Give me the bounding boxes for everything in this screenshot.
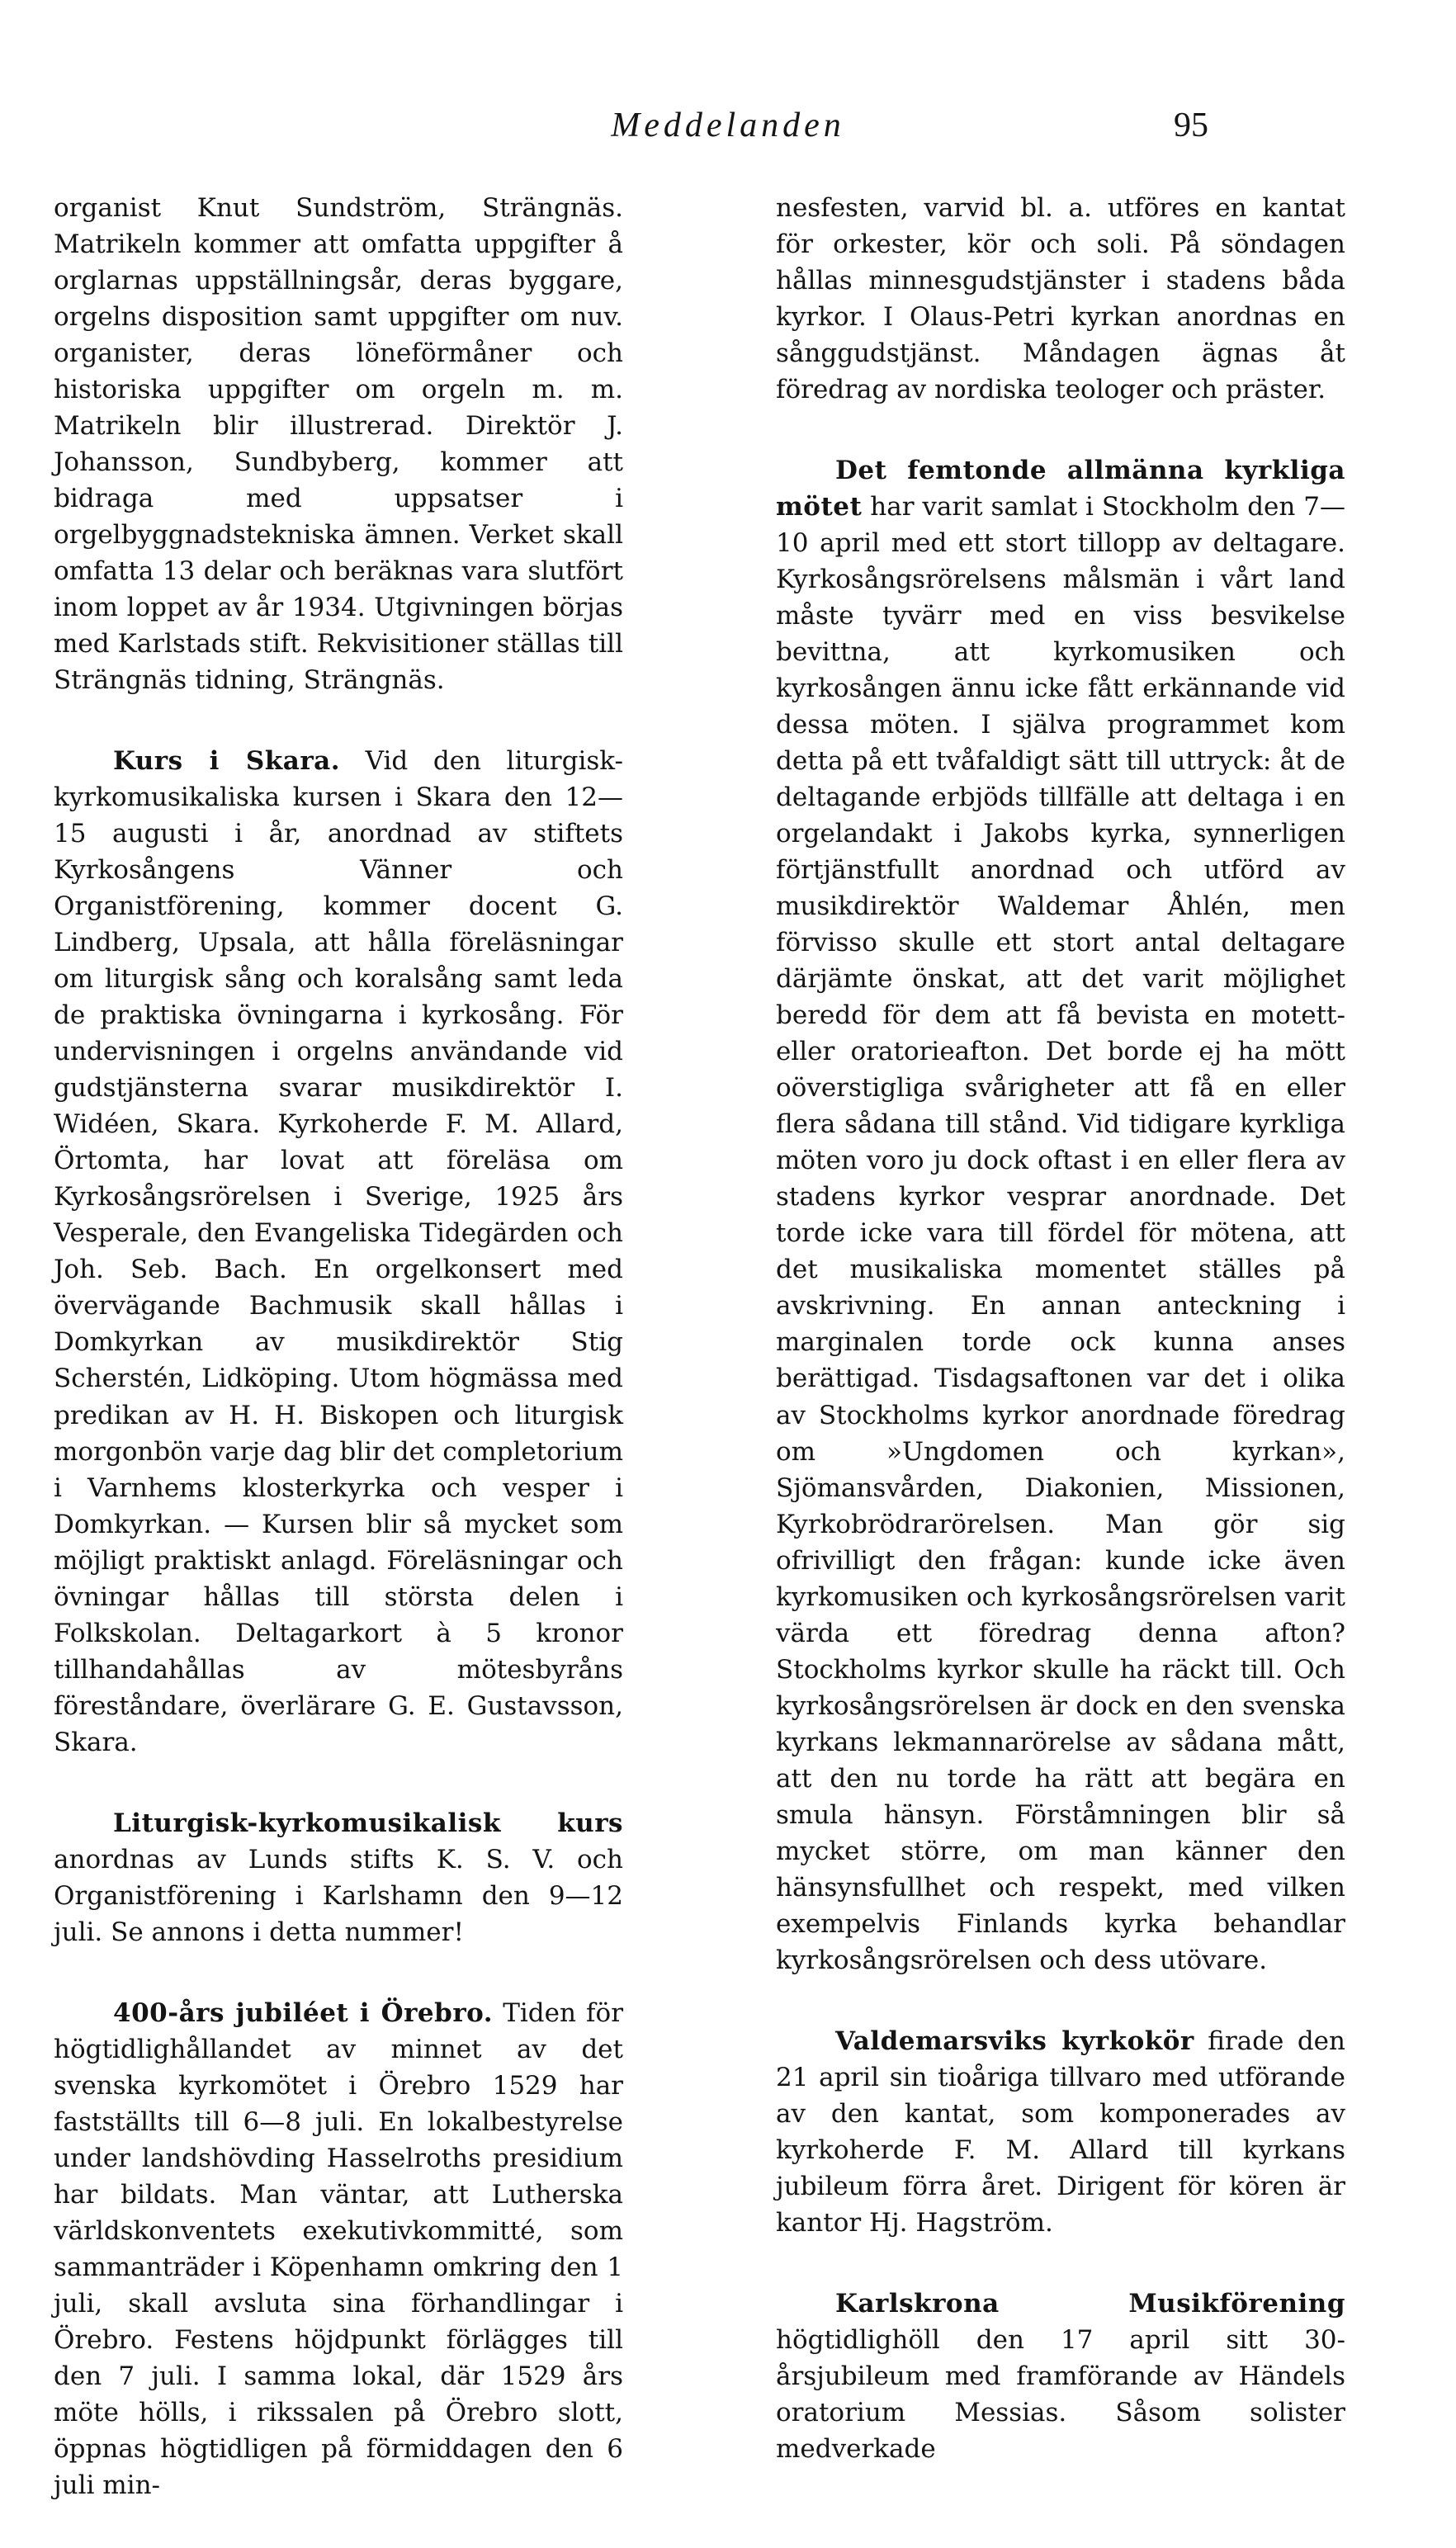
paragraph-body: anordnas av Lunds stifts K. S. V. och Organistförening i Karlshamn den 9—12 juli. Se annons i detta nummer! bbox=[54, 1844, 623, 1947]
running-header: Meddelanden bbox=[611, 106, 845, 144]
page-number: 95 bbox=[1174, 106, 1208, 144]
right-column bbox=[776, 190, 1345, 2512]
paragraph-body: organist Knut Sundström, Strängnäs. Matrikeln kommer att omfatta uppgifter å orglarnas uppställningsår, deras byggare, orgelns disposition samt uppgifter om nuv. organister, deras löneförmåner och historiska uppgifter om orgeln m. m. Matrikeln blir illustrerad. Direktör J. Johansson, Sundbyberg, kommer att bidraga med uppsatser i orgelbyggnadstekniska ämnen. Verket skall omfatta 13 delar och beräknas vara slutfört inom loppet av år 1934. Utgivningen börjas med Karlstads stift. Rekvisitioner ställas till Strängnäs tidning, Strängnäs. bbox=[54, 193, 623, 696]
paragraph-lead: Det femtonde allmänna kyrkliga mötet bbox=[776, 456, 1345, 522]
paragraph-lead: Kurs i Skara. bbox=[113, 746, 341, 777]
paragraph bbox=[54, 190, 623, 698]
paragraph bbox=[776, 2023, 1345, 2241]
paragraph-lead: Karlskrona Musikförening bbox=[835, 2288, 1345, 2319]
paragraph-body: firade den 21 april sin tioåriga tillvaro med utförande av den kantat, som komponerades av kyrkoherde F. M. Allard till kyrkans jubileum förra året. Dirigent för kören är kantor Hj. Hagström. bbox=[776, 2026, 1345, 2238]
paragraph-body: Tiden för högtidlighållandet av minnet av det svenska kyrkomötet i Örebro 1529 har fastställts till 6—8 juli. En lokalbestyrelse under landshövding Hasselroths presidium har bildats. Man väntar, att Lutherska världskonventets exekutivkommitté, som sammanträder i Köpenhamn omkring den 1 juli, skall avsluta sina förhandlingar i Örebro. Festens höjdpunkt förlägges till den 7 juli. I samma lokal, där 1529 års möte hölls, i rikssalen på Örebro slott, öppnas högtidligen på förmiddagen den 6 juli min- bbox=[54, 1997, 624, 2500]
paragraph bbox=[54, 743, 623, 1760]
paragraph bbox=[776, 190, 1345, 408]
paragraph bbox=[54, 1805, 623, 1950]
left-column bbox=[54, 190, 623, 2548]
paragraph-lead: Valdemarsviks kyrkokör bbox=[835, 2026, 1194, 2056]
paragraph-body: högtidlighöll den 17 april sitt 30-årsjubileum med framförande av Händels oratorium Messias. Såsom solister medverkade bbox=[776, 2324, 1345, 2464]
paragraph-lead: 400-års jubiléet i Örebro. bbox=[113, 1997, 494, 2028]
paragraph-body: nesfesten, varvid bl. a. utföres en kantat för orkester, kör och soli. På söndagen hållas minnesgudstjänster i stadens båda kyrkor. I Olaus-Petri kyrkan anordnas en sånggudstjänst. Måndagen ägnas åt föredrag av nordiska teologer och präster. bbox=[776, 193, 1345, 405]
paragraph bbox=[776, 2286, 1345, 2467]
paragraph-body: har varit samlat i Stockholm den 7—10 april med ett stort tillopp av deltagare. Kyrkosångsrörelsens målsmän i vårt land måste tyvärr med en viss besvikelse bevittna, att kyrkomusiken och kyrkosången ännu icke fått erkännande vid dessa möten. I själva programmet kom detta på ett tvåfaldigt sätt till uttryck: åt de deltagande erbjöds tillfälle att deltaga i en orgelandakt i Jakobs kyrka, synnerligen förtjänstfullt anordnad och utförd av musikdirektör Waldemar Åhlén, men förvisso skulle ett stort antal deltagare därjämte önskat, att det varit möjlighet beredd för dem att få bevista en motett- eller oratorieafton. Det borde ej ha mött oöverstigliga svårigheter att få en eller flera sådana till stånd. Vid tidigare kyrkliga möten voro ju dock oftast i en eller flera av stadens kyrkor vesprar anordnade. Det torde icke vara till fördel för mötena, att det musikaliska momentet ställes på avskrivning. En annan anteckning i marginalen torde ock kunna anses berättigad. Tisdagsaftonen var det i olika av Stockholms kyrkor anordnade föredrag om »Ungdomen och kyrkan», Sjömansvården, Diakonien, Missionen, Kyrkobrödrarörelsen. Man gör sig ofrivilligt den frågan: kunde icke även kyrkomusiken och kyrkosångsrörelsen varit värda ett föredrag denna afton? Stockholms kyrkor skulle ha räckt till. Och kyrkosångsrörelsen är dock en den svenska kyrkans lekmannarörelse av sådana mått, att den nu torde ha rätt att begära en smula hänsyn. Förståmningen blir så mycket större, om man känner den hänsynsfullhet och respekt, med vilken exempelvis Finlands kyrka behandlar kyrkosångsrörelsen och dess utövare. bbox=[776, 492, 1345, 1975]
paragraph-lead: Liturgisk-kyrkomusikalisk kurs bbox=[113, 1808, 623, 1838]
paragraph-body: Vid den liturgisk-kyrkomusikaliska kursen i Skara den 12—15 augusti i år, anordnad av stiftets Kyrkosångens Vänner och Organistförening, kommer docent G. Lindberg, Upsala, att hålla föreläsningar om liturgisk sång och koralsång samt leda de praktiska övningarna i kyrkosång. För undervisningen i orgelns användande vid gudstjänsterna svarar musikdirektör I. Widéen, Skara. Kyrkoherde F. M. Allard, Örtomta, har lovat att föreläsa om Kyrkosångsrörelsen i Sverige, 1925 års Vesperale, den Evangeliska Tidegärden och Joh. Seb. Bach. En orgelkonsert med övervägande Bachmusik skall hållas i Domkyrkan av musikdirektör Stig Scherstén, Lidköping. Utom högmässa med predikan av H. H. Biskopen och liturgisk morgonbön varje dag blir det completorium i Varnhems klosterkyrka och vesper i Domkyrkan. — Kursen blir så mycket som möjligt praktiskt anlagd. Föreläsningar och övningar hållas till största delen i Folkskolan. Deltagarkort à 5 kronor tillhandahållas av mötesbyråns föreståndare, överlärare G. E. Gustavsson, Skara. bbox=[54, 746, 623, 1757]
paragraph bbox=[776, 452, 1345, 1978]
paragraph bbox=[54, 1995, 623, 2503]
